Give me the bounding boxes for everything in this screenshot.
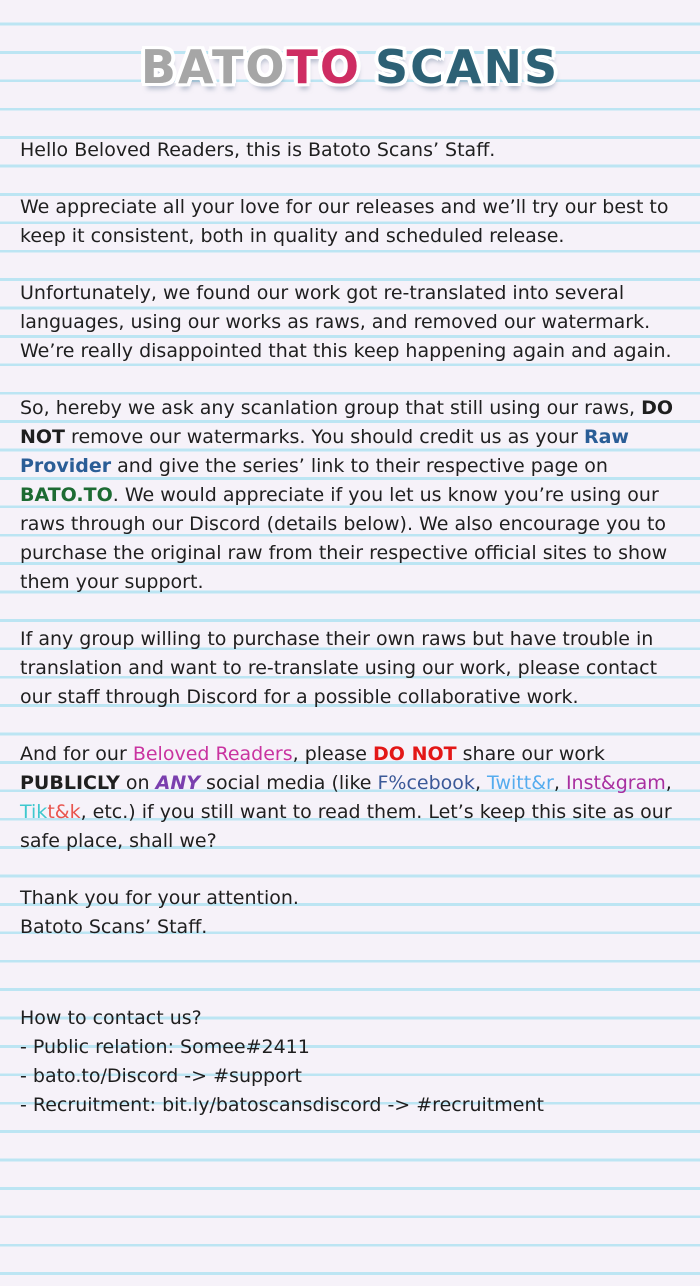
twitter-name: Twitt&r: [487, 772, 554, 794]
facebook-name: F%cebook: [377, 772, 475, 794]
title-part-to: TO: [286, 40, 361, 94]
tiktok-name-cyan-part: Tik: [20, 801, 48, 823]
contact-heading: How to contact us?: [20, 1007, 202, 1029]
contact-recruitment: - Recruitment: bit.ly/batoscansdiscord -> #recruitment: [20, 1094, 544, 1116]
appreciation-paragraph: [20, 193, 680, 251]
greeting-text: Hello Beloved Readers, this is Batoto Scans’ Staff.: [20, 139, 496, 161]
request-tail: . We would appreciate if you let us know you’re using our raws through our Discord (details below). We also encourage you to purchase the original raw from their respective official sites to show them your support.: [20, 484, 668, 593]
readers-warning-paragraph: [20, 740, 680, 856]
warning-tail: , etc.) if you still want to read them. Let’s keep this site as our safe place, shall we?: [20, 801, 672, 852]
any-emphasis: ANY: [155, 772, 200, 794]
contact-discord-support: - bato.to/Discord -> #support: [20, 1065, 302, 1087]
contact-section: [20, 1004, 680, 1120]
request-mid-2: and give the series’ link to their respective page on: [111, 455, 608, 477]
warning-intro: And for our: [20, 743, 133, 765]
contact-public-relation: - Public relation: Somee#2411: [20, 1036, 310, 1058]
signature-block: [20, 884, 680, 942]
warning-mid-3: on: [119, 772, 156, 794]
thanks-line: Thank you for your attention.: [20, 887, 299, 909]
comma-1: ,: [474, 772, 488, 794]
tiktok-name-red-part: t&k: [47, 801, 81, 823]
title-part-bato: BATO: [140, 40, 287, 94]
bato-to-highlight: BATO.TO: [20, 484, 113, 506]
notice-body: [0, 90, 700, 1120]
do-not-emphasis: DO NOT: [20, 397, 673, 448]
request-intro: So, hereby we ask any scanlation group that still using our raws,: [20, 397, 642, 419]
page-title: [0, 0, 700, 94]
collaboration-text: If any group willing to purchase their own raws but have trouble in translation and want to re-translate using our work, please contact our staff through Discord for a possible collaborative work.: [20, 628, 658, 708]
request-mid-1: remove our watermarks. You should credit us as your: [65, 426, 584, 448]
appreciation-text: We appreciate all your love for our releases and we’ll try our best to keep it consistent, both in quality and scheduled release.: [20, 196, 669, 247]
do-not-red-emphasis: DO NOT: [373, 743, 457, 765]
collaboration-paragraph: [20, 625, 680, 712]
warning-mid-2: share our work: [456, 743, 605, 765]
retranslation-issue-text: Unfortunately, we found our work got re-translated into several languages, using our works as raws, and removed our watermark. We’re really disappointed that this keep happening again and again.: [20, 282, 672, 362]
instagram-name: Inst&gram: [565, 772, 666, 794]
retranslation-issue-paragraph: [20, 279, 680, 366]
greeting-paragraph: [20, 136, 680, 165]
warning-mid-4: social media (like: [200, 772, 378, 794]
comma-3: ,: [665, 772, 672, 794]
title-part-scans: SCANS: [374, 40, 560, 94]
warning-mid-1: , please: [292, 743, 374, 765]
signature-line: Batoto Scans’ Staff.: [20, 916, 208, 938]
watermark-request-paragraph: [20, 394, 680, 597]
comma-2: ,: [553, 772, 566, 794]
raw-provider-highlight: Raw Provider: [20, 426, 629, 477]
publicly-emphasis: PUBLICLY: [20, 772, 120, 794]
beloved-readers-highlight: Beloved Readers: [132, 743, 293, 765]
